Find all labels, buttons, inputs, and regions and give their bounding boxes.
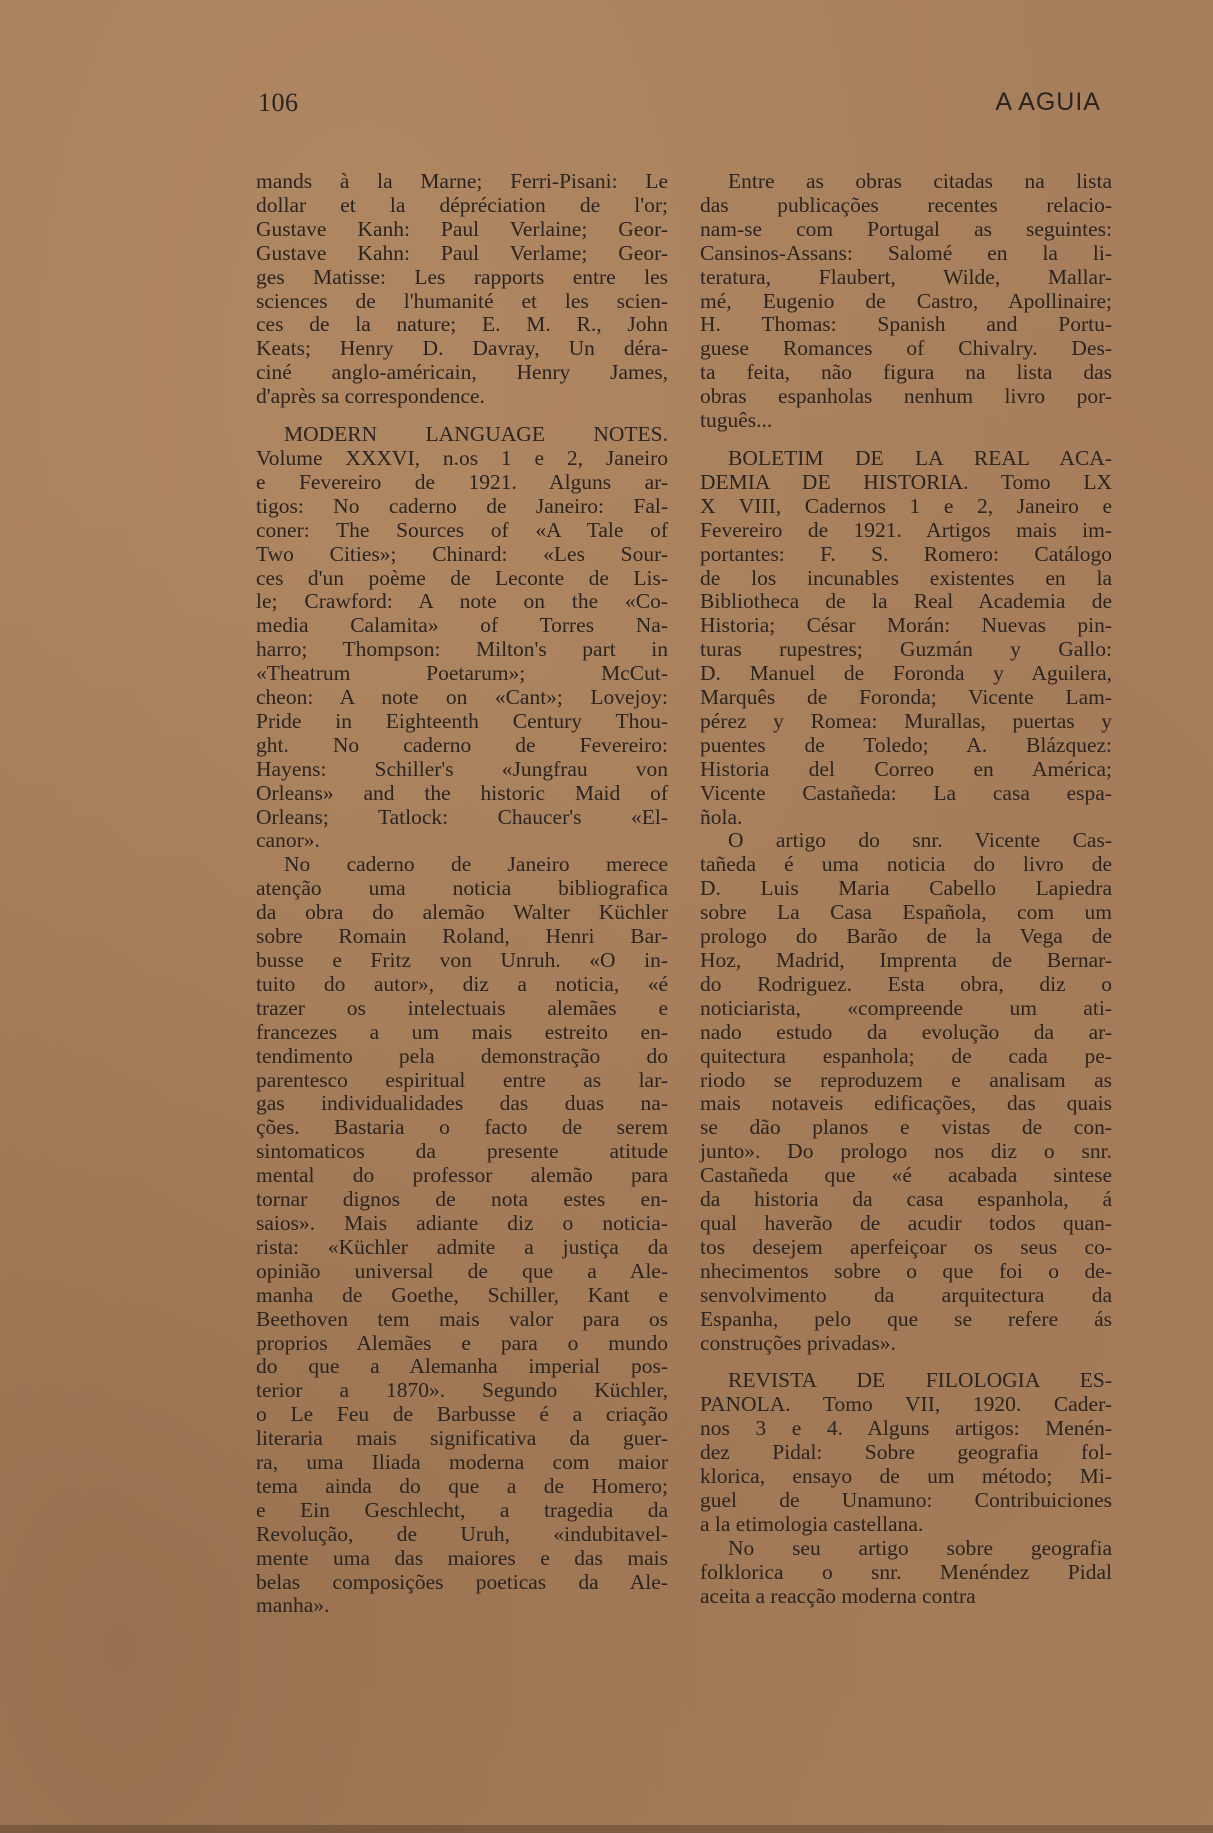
text-line: mé, Eugenio de Castro, Apollinaire; <box>700 288 1112 313</box>
text-line: ñola. <box>700 804 743 829</box>
text-line: construções privadas». <box>700 1330 896 1355</box>
text-line: a la etimologia castellana. <box>700 1511 924 1536</box>
text-line: rista: «Küchler admite a justiça da <box>256 1234 668 1259</box>
text-line: Pride in Eighteenth Century Thou- <box>256 708 668 733</box>
text-line: riodo se reproduzem e analisam as <box>700 1067 1112 1092</box>
paragraph-p8 <box>700 1537 1112 1609</box>
text-line: No seu artigo sobre geografia <box>728 1535 1112 1560</box>
text-line: parentesco espiritual entre as lar- <box>256 1067 668 1092</box>
text-line: ges Matisse: Les rapports entre les <box>256 264 668 289</box>
text-line: tornar dignos de nota estes en- <box>256 1187 668 1212</box>
text-line: tendimento pela demonstração do <box>256 1043 668 1068</box>
text-line: busse e Fritz von Unruh. «O in- <box>256 948 668 972</box>
text-line: Two Cities»; Chinard: «Les Sour- <box>256 541 668 566</box>
text-line: sciences de l'humanité et les scien- <box>256 288 668 313</box>
text-line: da obra do alemão Walter Küchler <box>256 900 668 925</box>
text-line: Historia; César Morán: Nuevas pin- <box>700 613 1112 638</box>
text-line: terior a 1870». Segundo Küchler, <box>256 1378 668 1403</box>
text-line: mais notaveis edificações, das quais <box>700 1091 1112 1116</box>
page-bottom-edge <box>0 1825 1213 1833</box>
text-line: trazer os intelectuais alemães e <box>256 995 668 1020</box>
text-line: belas composições poeticas da Ale- <box>256 1569 668 1594</box>
text-line: guese Romances of Chivalry. Des- <box>700 336 1112 361</box>
text-line: o Le Feu de Barbusse é a criação <box>256 1402 668 1427</box>
text-line: X VIII, Cadernos 1 e 2, Janeiro e <box>700 493 1112 518</box>
text-line: sintomaticos da presente atitude <box>256 1139 668 1164</box>
paragraph-p2 <box>256 423 668 853</box>
text-line: do que a Alemanha imperial pos- <box>256 1354 668 1379</box>
text-line: dollar et la dépréciation de l'or; <box>256 192 668 217</box>
text-line: mental do professor alemão para <box>256 1163 668 1188</box>
text-line: da historia da casa espanhola, á <box>700 1187 1112 1212</box>
text-line: sobre La Casa Española, com um <box>700 900 1112 925</box>
text-line: Hayens: Schiller's «Jungfrau von <box>256 756 668 781</box>
text-line: Revolução, de Uruh, «indubitavel- <box>256 1521 668 1546</box>
paragraph-p7 <box>700 1369 1112 1536</box>
text-line: nhecimentos sobre o que foi o de- <box>700 1258 1112 1283</box>
text-line: manha de Goethe, Schiller, Kant e <box>256 1282 668 1307</box>
text-line: sobre Romain Roland, Henri Bar- <box>256 924 668 949</box>
text-line: O artigo do snr. Vicente Cas- <box>728 828 1112 853</box>
text-line: dez Pidal: Sobre geografia fol- <box>700 1440 1112 1465</box>
text-line: canor». <box>256 828 320 853</box>
text-line: tañeda é uma noticia do livro de <box>700 852 1112 877</box>
text-line: se dão planos e vistas de con- <box>700 1115 1112 1140</box>
text-line: Keats; Henry D. Davray, Un déra- <box>256 336 668 361</box>
text-line: harro; Thompson: Milton's part in <box>256 637 668 662</box>
text-line: Hoz, Madrid, Imprenta de Bernar- <box>700 948 1112 972</box>
text-line: saios». Mais adiante diz o noticia- <box>256 1210 668 1235</box>
text-line: Orleans» and the historic Maid of <box>256 780 668 805</box>
text-line: Castañeda que «é acabada sintese <box>700 1163 1112 1188</box>
text-line: proprios Alemães e para o mundo <box>256 1330 668 1355</box>
text-line: literaria mais significativa da guer- <box>256 1426 668 1451</box>
text-line: prologo do Barão de la Vega de <box>700 924 1112 949</box>
text-line: gas individualidades das duas na- <box>256 1091 668 1116</box>
text-line: Espanha, pelo que se refere ás <box>700 1306 1112 1331</box>
text-line: guel de Unamuno: Contribuiciones <box>700 1487 1112 1512</box>
text-line: ções. Bastaria o facto de serem <box>256 1115 668 1140</box>
text-line: le; Crawford: A note on the «Co- <box>256 589 668 614</box>
text-line: Beethoven tem mais valor para os <box>256 1306 668 1331</box>
text-line: puentes de Toledo; A. Blázquez: <box>700 732 1112 757</box>
text-line: REVISTA DE FILOLOGIA ES- <box>728 1368 1112 1393</box>
paragraph-p5 <box>700 447 1112 830</box>
text-line: coner: The Sources of «A Tale of <box>256 517 668 542</box>
text-line: No caderno de Janeiro merece <box>284 852 668 877</box>
text-line: junto». Do prologo nos diz o snr. <box>700 1139 1112 1164</box>
text-line: ces d'un poème de Leconte de Lis- <box>256 565 668 590</box>
text-line: francezes a um mais estreito en- <box>256 1019 668 1044</box>
text-line: BOLETIM DE LA REAL ACA- <box>728 445 1112 470</box>
text-line: d'après sa correspondence. <box>256 384 485 409</box>
left-column <box>256 170 668 1618</box>
text-line: PANOLA. Tomo VII, 1920. Cader- <box>700 1392 1112 1417</box>
page-number: 106 <box>258 88 299 117</box>
text-line: D. Luis Maria Cabello Lapiedra <box>700 876 1112 901</box>
text-line: mands à la Marne; Ferri-Pisani: Le <box>256 169 668 193</box>
text-line: ces de la nature; E. M. R., John <box>256 312 668 337</box>
text-line: «Theatrum Poetarum»; McCut- <box>256 661 668 686</box>
text-line: Cansinos-Assans: Salomé en la li- <box>700 240 1112 265</box>
text-line: qual haverão de acudir todos quan- <box>700 1210 1112 1235</box>
text-line: ta feita, não figura na lista das <box>700 360 1112 385</box>
text-line: Orleans; Tatlock: Chaucer's «El- <box>256 804 668 829</box>
text-line: nos 3 e 4. Alguns artigos: Menén- <box>700 1416 1112 1441</box>
text-line: portantes: F. S. Romero: Catálogo <box>700 541 1112 566</box>
text-line: Vicente Castañeda: La casa espa- <box>700 780 1112 805</box>
text-line: Entre as obras citadas na lista <box>728 169 1112 193</box>
text-line: Historia del Correo en América; <box>700 756 1112 781</box>
text-line: senvolvimento da arquitectura da <box>700 1282 1112 1307</box>
text-line: H. Thomas: Spanish and Portu- <box>700 312 1112 337</box>
text-line: tuguês... <box>700 408 773 433</box>
text-line: klorica, ensayo de um método; Mi- <box>700 1464 1112 1489</box>
text-line: ciné anglo-américain, Henry James, <box>256 360 668 385</box>
text-line: Bibliotheca de la Real Academia de <box>700 589 1112 614</box>
text-line: opinião universal de que a Ale- <box>256 1258 668 1283</box>
text-line: ght. No caderno de Fevereiro: <box>256 732 668 757</box>
text-line: cheon: A note on «Cant»; Lovejoy: <box>256 685 668 710</box>
text-line: quitectura espanhola; de cada pe- <box>700 1043 1112 1068</box>
text-line: Volume XXXVI, n.os 1 e 2, Janeiro <box>256 445 668 470</box>
text-line: obras espanholas nenhum livro por- <box>700 384 1112 409</box>
text-line: ra, uma Iliada moderna com maior <box>256 1450 668 1475</box>
text-line: mente uma das maiores e das mais <box>256 1545 668 1570</box>
paragraph-p6 <box>700 829 1112 1355</box>
paragraph-p4 <box>700 170 1112 433</box>
text-line: Gustave Kahn: Paul Verlame; Geor- <box>256 240 668 265</box>
text-line: Marquês de Foronda; Vicente Lam- <box>700 685 1112 710</box>
text-line: Fevereiro de 1921. Artigos mais im- <box>700 517 1112 542</box>
page-header <box>258 88 1115 120</box>
text-line: tigos: No caderno de Janeiro: Fal- <box>256 493 668 518</box>
text-line: D. Manuel de Foronda y Aguilera, <box>700 661 1112 686</box>
running-title: A AGUIA <box>995 88 1101 116</box>
text-line: nado estudo da evolução da ar- <box>700 1019 1112 1044</box>
text-line: das publicações recentes relacio- <box>700 192 1112 217</box>
text-line: turas rupestres; Guzmán y Gallo: <box>700 637 1112 662</box>
text-line: atenção uma noticia bibliografica <box>256 876 668 901</box>
text-line: nam-se com Portugal as seguintes: <box>700 216 1112 241</box>
text-line: tos desejem aperfeiçoar os seus co- <box>700 1234 1112 1259</box>
text-line: de los incunables existentes en la <box>700 565 1112 590</box>
text-line: folklorica o snr. Menéndez Pidal <box>700 1559 1112 1584</box>
text-line: Gustave Kanh: Paul Verlaine; Geor- <box>256 216 668 241</box>
text-line: do Rodriguez. Esta obra, diz o <box>700 971 1112 996</box>
text-line: tuito do autor», diz a noticia, «é <box>256 971 668 996</box>
right-column <box>700 170 1112 1608</box>
text-line: manha». <box>256 1593 330 1618</box>
text-line: noticiarista, «compreende um ati- <box>700 995 1112 1020</box>
paragraph-p1 <box>256 170 668 409</box>
text-line: aceita a reacção moderna contra <box>700 1583 976 1608</box>
text-line: media Calamita» of Torres Na- <box>256 613 668 638</box>
text-line: e Ein Geschlecht, a tragedia da <box>256 1497 668 1522</box>
text-line: DEMIA DE HISTORIA. Tomo LX <box>700 469 1112 494</box>
text-line: teratura, Flaubert, Wilde, Mallar- <box>700 264 1112 289</box>
text-line: MODERN LANGUAGE NOTES. <box>284 422 668 447</box>
paragraph-p3 <box>256 853 668 1618</box>
text-line: e Fevereiro de 1921. Alguns ar- <box>256 469 668 494</box>
text-line: pérez y Romea: Murallas, puertas y <box>700 708 1112 733</box>
text-line: tema ainda do que a de Homero; <box>256 1473 668 1498</box>
